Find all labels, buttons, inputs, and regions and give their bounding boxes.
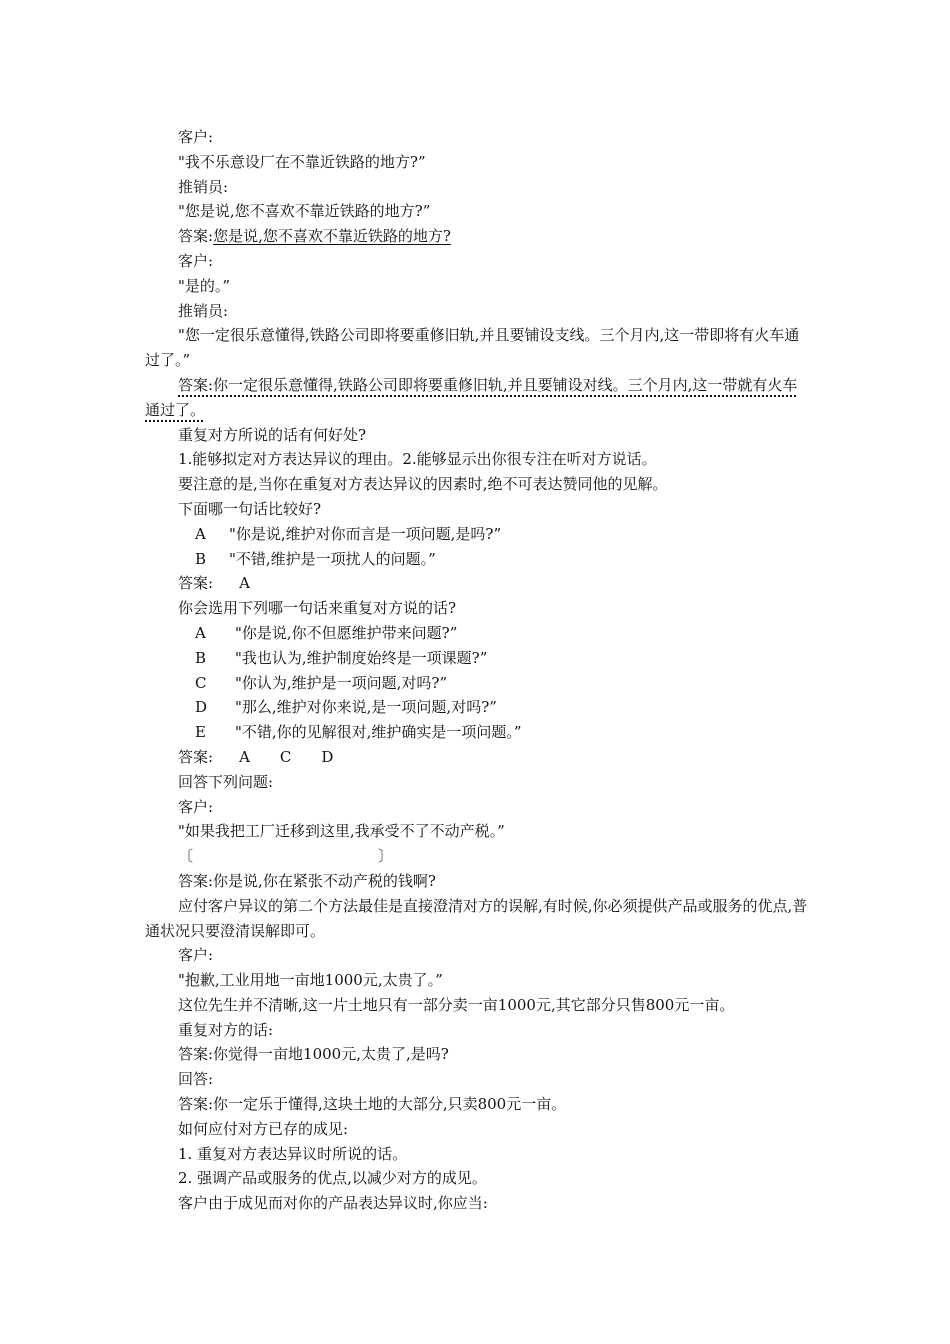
text-line: 客户: [178, 946, 214, 965]
text-line: 客户: [178, 128, 214, 146]
bracket-open: 〔 [178, 847, 194, 866]
option-item [145, 671, 810, 696]
option-item [145, 522, 810, 547]
option-text: "那么,维护对你来说,是一项问题,对吗?” [235, 698, 497, 717]
answer-value: C [279, 747, 292, 766]
text-line: 如何应付对方已存的成见: [178, 1119, 349, 1138]
text-line: "如果我把工厂迁移到这里,我承受不了不动产税。” [178, 822, 505, 841]
text-line: 要注意的是,当你在重复对方表达异议的因素时,绝不可表达赞同他的见解。 [178, 475, 668, 494]
answer-line [145, 745, 810, 770]
text-line: "您是说,您不喜欢不靠近铁路的地方?” [178, 202, 431, 221]
paragraph: 应付客户异议的第二个方法最佳是直接澄清对方的误解,有时候,你必须提供产品或服务的优点,普通状况只要澄清误解即可。 [145, 896, 808, 940]
text-line: "抱歉,工业用地一亩地1000元,太贵了。” [178, 971, 443, 990]
dotted-answer: 答案:你一定很乐意懂得,铁路公司即将要重修旧轨,并且要铺设对线。三个月内,这一带就有火车通过了。 [145, 375, 798, 419]
text-line: 回答: [178, 1070, 214, 1089]
text-line: 你会选用下列哪一句话来重复对方说的话? [178, 599, 457, 618]
text-line: 推销员: [178, 177, 229, 196]
text-line: 客户: [178, 251, 214, 270]
text-line: 回答下列问题: [178, 772, 274, 791]
answer-prefix: 答案: [178, 574, 214, 593]
salesperson-quote: "您一定很乐意懂得,铁路公司即将要重修旧轨,并且要铺设支线。三个月内,这一带即将有火车通过了。” [145, 326, 800, 370]
bracket-close: 〕 [378, 847, 394, 866]
emphasized-answer [145, 373, 810, 423]
option-letter: B [195, 648, 207, 667]
option-letter: A [195, 623, 206, 642]
text-line: 推销员: [178, 301, 229, 320]
document-page [145, 125, 810, 1216]
option-item [145, 720, 810, 745]
answer-line [145, 571, 810, 596]
text-line: "是的。” [178, 276, 231, 295]
option-letter: A [195, 524, 206, 543]
text-line: 重复对方的话: [178, 1020, 274, 1039]
option-text: "不错,维护是一项扰人的问题。” [229, 549, 436, 568]
option-text: "你认为,维护是一项问题,对吗?” [235, 673, 448, 692]
option-item [145, 547, 810, 572]
answer-prefix: 答案: [178, 747, 214, 766]
text-line: 答案:你是说,你在紧张不动产税的钱啊? [178, 871, 436, 890]
option-text: "不错,你的见解很对,维护确实是一项问题。” [235, 723, 522, 742]
list-item: 1. 重复对方表达异议时所说的话。 [178, 1144, 408, 1163]
text-line: 重复对方所说的话有何好处? [178, 425, 367, 444]
option-text: "我也认为,维护制度始终是一项课题?” [235, 648, 488, 667]
underlined-answer: 您是说,您不喜欢不靠近铁路的地方? [213, 227, 451, 246]
option-letter: C [195, 673, 207, 692]
list-item: 2. 强调产品或服务的优点,以减少对方的成见。 [178, 1169, 487, 1188]
answer-prefix: 答案: [178, 227, 214, 246]
blank-bracket [145, 844, 810, 869]
text-line: 客户由于成见而对你的产品表达异议时,你应当: [178, 1194, 488, 1213]
option-letter: B [195, 549, 207, 568]
answer-value: D [321, 747, 334, 766]
text-line: "我不乐意设厂在不靠近铁路的地方?” [178, 152, 426, 171]
text-line: 答案:你一定乐于懂得,这块土地的大部分,只卖800元一亩。 [178, 1095, 567, 1114]
option-letter: E [195, 723, 206, 742]
option-text: "你是说,维护对你而言是一项问题,是吗?” [229, 524, 502, 543]
answer-value: A [239, 574, 250, 593]
option-letter: D [195, 698, 208, 717]
text-line: 下面哪一句话比较好? [178, 499, 322, 518]
paragraph [145, 323, 810, 373]
option-text: "你是说,你不但愿维护带来问题?” [235, 623, 458, 642]
text-line: 客户: [178, 797, 214, 816]
answer-line [145, 224, 810, 249]
text-line: 1.能够拟定对方表达异议的理由。2.能够显示出你很专注在听对方说话。 [178, 450, 657, 469]
option-item [145, 646, 810, 671]
text-line: 这位先生并不清晰,这一片土地只有一部分卖一亩1000元,其它部分只售800元一亩。 [178, 995, 735, 1014]
option-item [145, 621, 810, 646]
text-line: 答案:你觉得一亩地1000元,太贵了,是吗? [178, 1045, 449, 1064]
answer-value: A [239, 747, 250, 766]
option-item [145, 695, 810, 720]
